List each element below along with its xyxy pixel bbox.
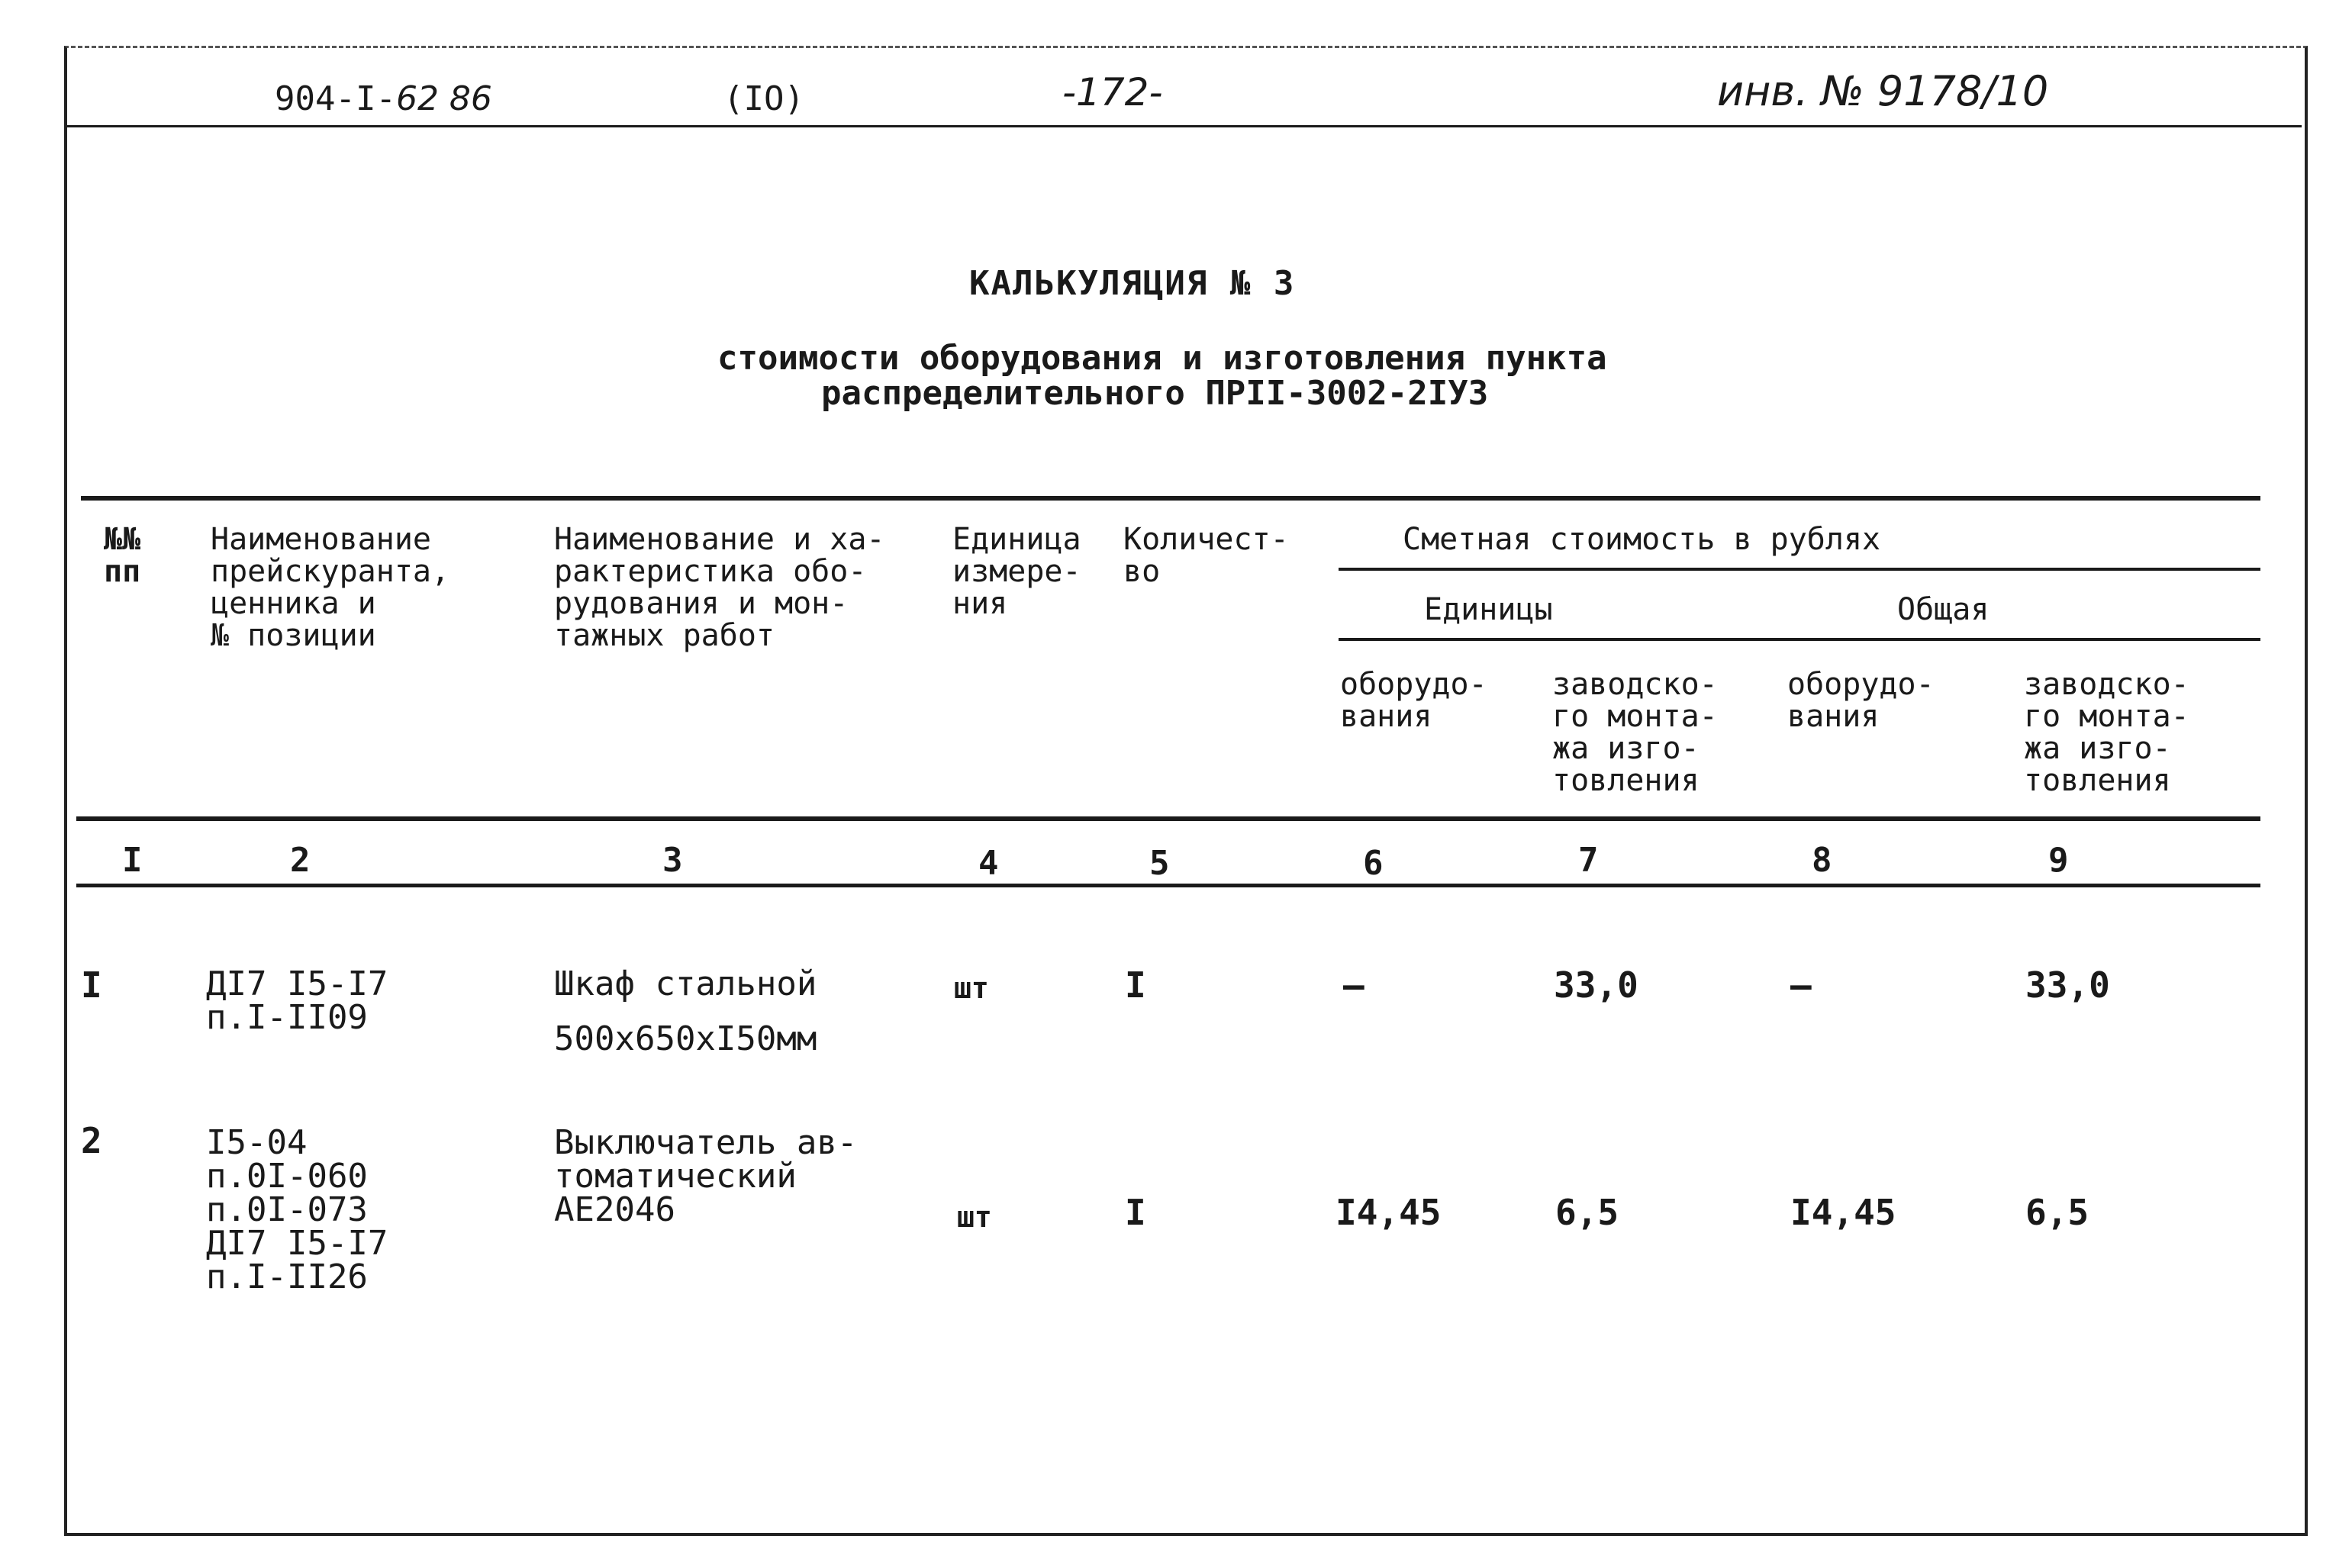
column-header-unit: Единица измере- ния xyxy=(952,522,1081,621)
row-quantity: I xyxy=(1125,1192,1146,1233)
column-header-total-equipment: оборудо- вания xyxy=(1787,667,1935,734)
row-total-equipment: – xyxy=(1790,964,1812,1006)
column-number: 5 xyxy=(1149,844,1170,883)
column-number: I xyxy=(122,841,143,880)
column-number: 8 xyxy=(1812,841,1832,880)
column-numbers-rule xyxy=(76,884,2260,887)
column-header-cost-group: Сметная стоимость в рублях xyxy=(1403,522,1881,557)
column-number: 3 xyxy=(662,841,683,880)
row-total-mounting: 33,0 xyxy=(2025,964,2110,1006)
row-description: Шкаф стальной xyxy=(554,964,817,1003)
row-price-reference: ДI7 I5-I7 п.I-II09 xyxy=(206,964,388,1037)
row-description: Выключатель ав- томатический АЕ2046 xyxy=(554,1123,858,1229)
document-code-handwritten: 62 86 xyxy=(395,79,492,118)
column-header-total-mounting: заводско- го монта- жа изго- товления xyxy=(2024,667,2189,798)
row-quantity: I xyxy=(1125,964,1146,1006)
cost-group-rule xyxy=(1339,568,2260,571)
page-number: -172- xyxy=(1062,70,1163,114)
column-header-total-cost: Общая xyxy=(1897,592,1990,627)
column-header-description: Наименование и ха- рактеристика обо- рудования и мон- тажных работ xyxy=(554,522,885,653)
row-total-mounting: 6,5 xyxy=(2025,1192,2089,1233)
column-number: 7 xyxy=(1578,841,1599,880)
page-title: КАЛЬКУЛЯЦИЯ № 3 xyxy=(969,264,1296,303)
inventory-number: инв. № 9178/10 xyxy=(1717,67,2049,115)
column-number: 2 xyxy=(290,841,311,880)
column-header-unit-mounting: заводско- го монта- жа изго- товления xyxy=(1552,667,1718,798)
column-number: 6 xyxy=(1363,844,1384,883)
header-divider xyxy=(67,125,2302,127)
column-header-number: №№ пп xyxy=(104,522,141,589)
column-header-quantity: Количест- во xyxy=(1123,522,1289,589)
subgroup-rule xyxy=(1339,638,2260,641)
header-bottom-rule xyxy=(76,816,2260,821)
column-number: 9 xyxy=(2048,841,2069,880)
subtitle-line-1: стоимости оборудования и изготовления пункта xyxy=(717,339,1607,378)
row-price-reference: I5-04 п.0I-060 п.0I-073 ДI7 I5-I7 п.I-II26 xyxy=(206,1123,388,1296)
row-unit-mounting: 33,0 xyxy=(1554,964,1638,1006)
column-header-price-list: Наименование прейскуранта, ценника и № позиции xyxy=(211,522,450,653)
column-header-unit-equipment: оборудо- вания xyxy=(1340,667,1487,734)
subtitle-line-2: распределительного ПРII-3002-2IУ3 xyxy=(821,374,1489,413)
document-code: 904-I-62 86 xyxy=(275,79,492,118)
column-number: 4 xyxy=(978,844,999,883)
row-unit: шт xyxy=(957,1200,992,1234)
table-top-rule xyxy=(81,496,2260,501)
row-description-dimensions: 500х650хI50мм xyxy=(554,1019,817,1058)
row-number: 2 xyxy=(81,1120,102,1161)
column-header-unit-cost: Единицы xyxy=(1424,592,1553,627)
row-total-equipment: I4,45 xyxy=(1790,1192,1896,1233)
row-unit: шт xyxy=(954,971,989,1005)
row-number: I xyxy=(81,964,102,1006)
row-unit-equipment: I4,45 xyxy=(1335,1192,1442,1233)
row-unit-mounting: 6,5 xyxy=(1555,1192,1619,1233)
row-unit-equipment: – xyxy=(1343,964,1364,1006)
sheet-number: (IO) xyxy=(723,79,804,118)
